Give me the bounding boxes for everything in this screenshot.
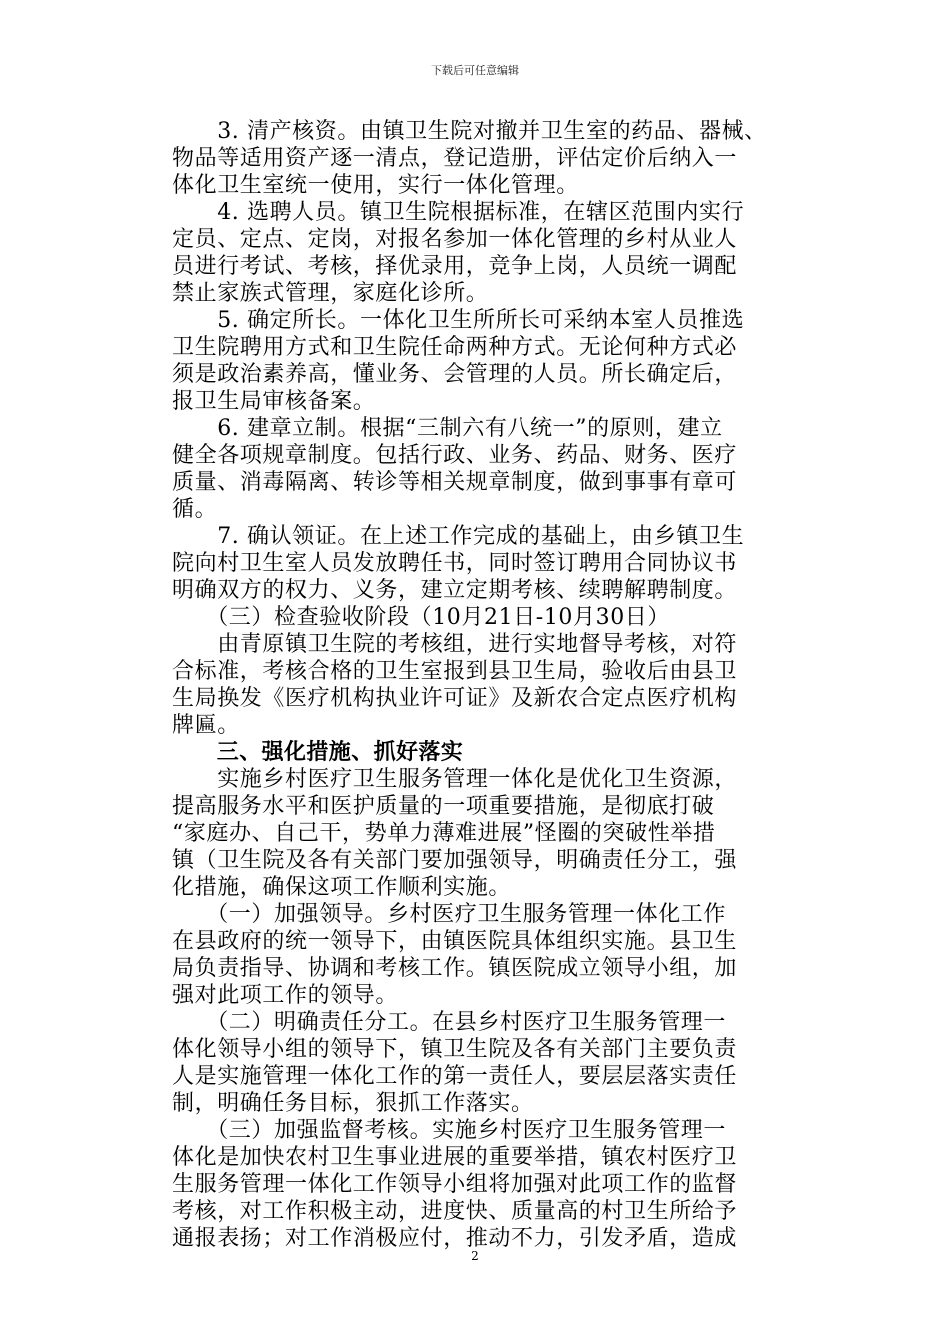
paragraph [172, 307, 812, 415]
text-line: （三）检查验收阶段（10月21日-10月30日） [172, 605, 671, 630]
text-line: 局负责指导、协调和考核工作。镇医院成立领导小组，加 [172, 956, 738, 981]
paragraph [172, 523, 812, 604]
text-line: 员进行考试、考核，择优录用，竞争上岗，人员统一调配 [172, 254, 738, 279]
text-line: 三、强化措施、抓好落实 [172, 740, 464, 765]
paragraph [172, 199, 812, 307]
text-line: 健全各项规章制度。包括行政、业务、药品、财务、医疗 [172, 443, 738, 468]
text-line: 合标准，考核合格的卫生室报到县卫生局，验收后由县卫 [172, 659, 738, 684]
text-line: 强对此项工作的领导。 [172, 983, 399, 1008]
text-line: （二）明确责任分工。在县乡村医疗卫生服务管理一 [172, 1010, 727, 1035]
text-line: 5. 确定所长。一体化卫生所所长可采纳本室人员推选 [172, 308, 745, 333]
text-line: 体化是加快农村卫生事业进展的重要举措，镇农村医疗卫 [172, 1145, 738, 1170]
text-line: 7. 确认领证。在上述工作完成的基础上，由乡镇卫生 [172, 524, 745, 549]
text-line: 生服务管理一体化工作领导小组将加强对此项工作的监督 [172, 1172, 738, 1197]
text-line: 物品等适用资产逐一清点，登记造册，评估定价后纳入一 [172, 146, 738, 171]
page-number: 2 [471, 1249, 479, 1263]
paragraph [172, 901, 812, 1009]
text-line: 化措施，确保这项工作顺利实施。 [172, 875, 512, 900]
text-line: 禁止家族式管理，家庭化诊所。 [172, 281, 489, 306]
text-line: 制，明确任务目标，狠抓工作落实。 [172, 1091, 534, 1116]
text-line: 报卫生局审核备案。 [172, 389, 376, 414]
paragraph [172, 604, 812, 631]
paragraph [172, 1117, 812, 1252]
text-line: （一）加强领导。乡村医疗卫生服务管理一体化工作 [172, 902, 727, 927]
text-line: 在县政府的统一领导下，由镇医院具体组织实施。县卫生 [172, 929, 738, 954]
text-line: 体化卫生室统一使用，实行一体化管理。 [172, 173, 579, 198]
text-line: 定员、定点、定岗，对报名参加一体化管理的乡村从业人 [172, 227, 738, 252]
text-line: 院向村卫生室人员发放聘任书，同时签订聘用合同协议书 [172, 551, 738, 576]
section-heading [172, 739, 812, 766]
paragraph [172, 631, 812, 739]
text-line: 循。 [172, 497, 218, 522]
text-line: 人是实施管理一体化工作的第一责任人，要层层落实责任 [172, 1064, 738, 1089]
paragraph [172, 1009, 812, 1117]
text-line: 镇（卫生院及各有关部门要加强领导，明确责任分工，强 [172, 848, 738, 873]
text-line: 3. 清产核资。由镇卫生院对撤并卫生室的药品、器械、 [172, 119, 767, 144]
page-header-note: 下载后可任意编辑 [431, 64, 519, 77]
text-line: 通报表扬；对工作消极应付，推动不力，引发矛盾，造成 [172, 1226, 738, 1251]
text-line: 4. 选聘人员。镇卫生院根据标准，在辖区范围内实行 [172, 200, 745, 225]
paragraph [172, 118, 812, 199]
text-line: 牌匾。 [172, 713, 240, 738]
text-line: 体化领导小组的领导下，镇卫生院及各有关部门主要负责 [172, 1037, 738, 1062]
text-line: 实施乡村医疗卫生服务管理一体化是优化卫生资源， [172, 767, 738, 792]
document-body [172, 118, 812, 1252]
text-line: 考核，对工作积极主动，进度快、质量高的村卫生所给予 [172, 1199, 738, 1224]
text-line: 生局换发《医疗机构执业许可证》及新农合定点医疗机构 [172, 686, 738, 711]
text-line: 6. 建章立制。根据“三制六有八统一”的原则，建立 [172, 416, 723, 441]
paragraph [172, 766, 812, 901]
text-line: 提高服务水平和医护质量的一项重要措施，是彻底打破 [172, 794, 715, 819]
text-line: （三）加强监督考核。实施乡村医疗卫生服务管理一 [172, 1118, 727, 1143]
text-line: 卫生院聘用方式和卫生院任命两种方式。无论何种方式必 [172, 335, 738, 360]
paragraph [172, 415, 812, 523]
text-line: 由青原镇卫生院的考核组，进行实地督导考核，对符 [172, 632, 738, 657]
text-line: 须是政治素养高，懂业务、会管理的人员。所长确定后， [172, 362, 738, 387]
text-line: 质量、消毒隔离、转诊等相关规章制度，做到事事有章可 [172, 470, 738, 495]
text-line: 明确双方的权力、义务，建立定期考核、续聘解聘制度。 [172, 578, 738, 603]
text-line: “家庭办、自己干，势单力薄难进展”怪圈的突破性举措 [172, 821, 716, 846]
